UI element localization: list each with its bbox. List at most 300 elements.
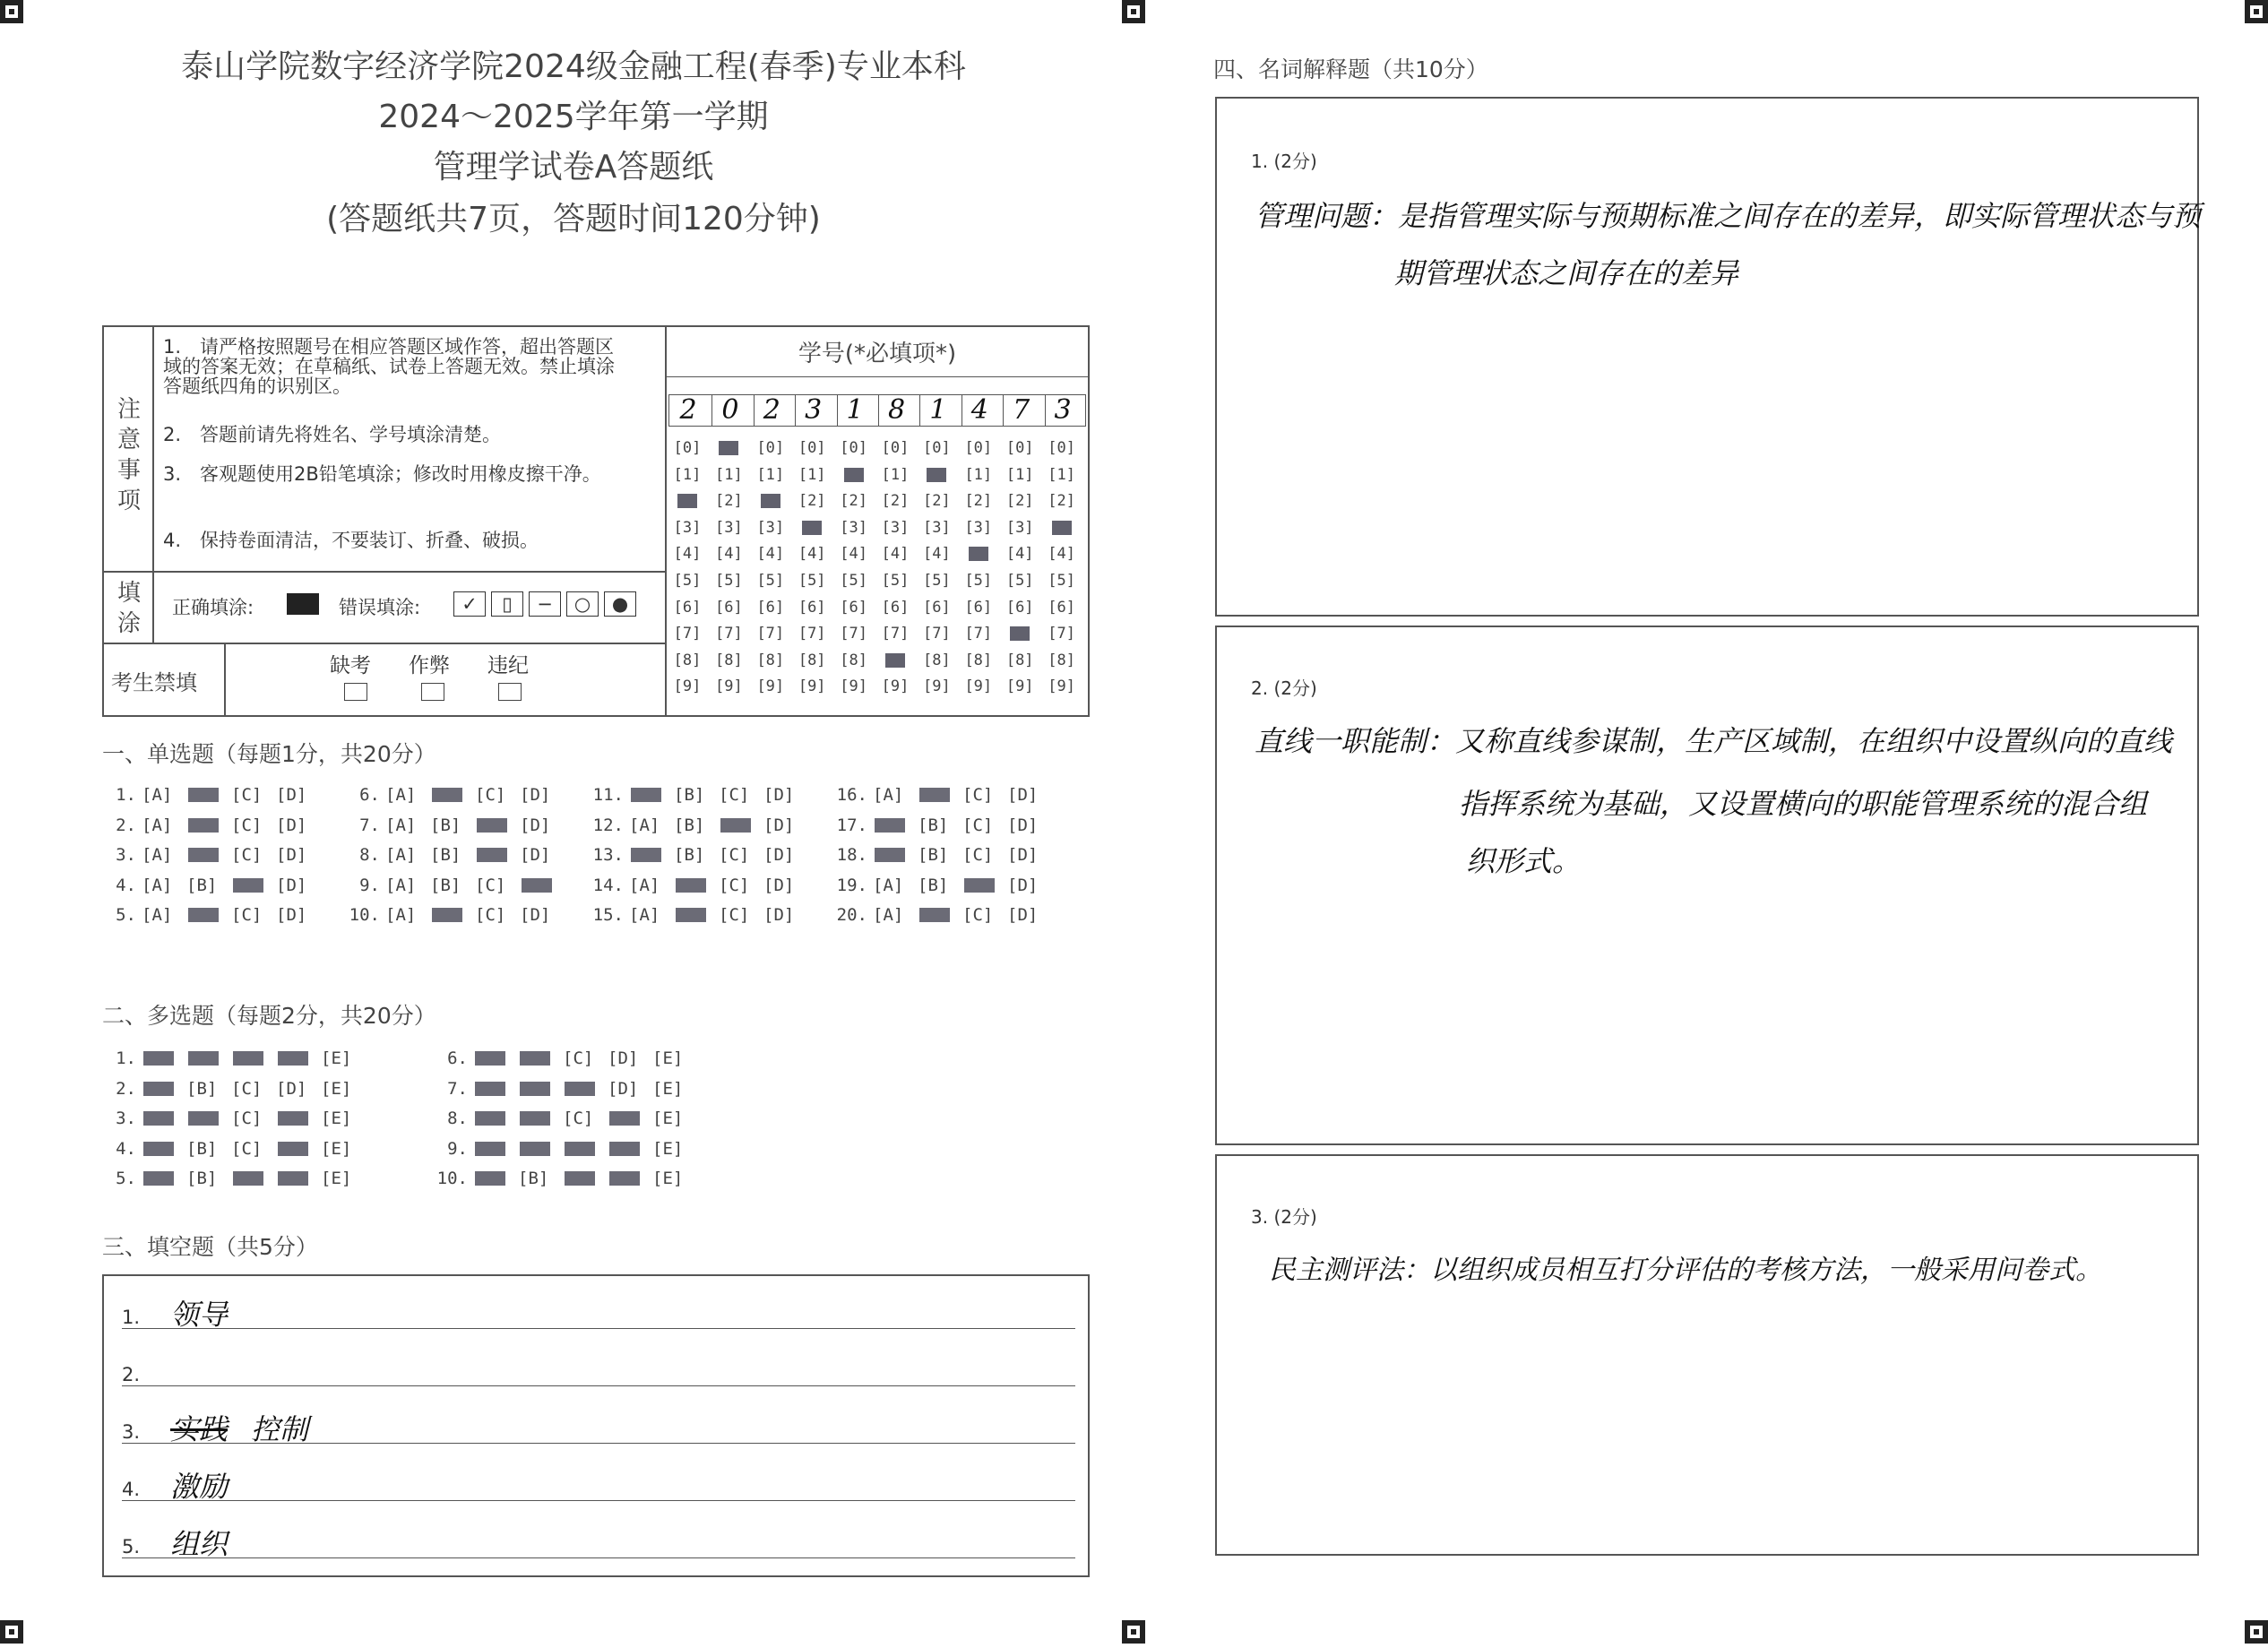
- answer-option[interactable]: [430, 785, 475, 805]
- answer-option[interactable]: [473, 1048, 518, 1068]
- answer-option[interactable]: [473, 1079, 518, 1099]
- student-id-bubble[interactable]: [9]: [673, 677, 702, 696]
- student-id-bubble[interactable]: [919, 466, 953, 484]
- notice-item-2: 2. 答题前请先将姓名、学号填涂清楚。: [163, 424, 502, 445]
- answer-option[interactable]: [D]: [763, 785, 795, 805]
- answer-option[interactable]: [D]: [520, 845, 551, 865]
- student-id-bubble[interactable]: [8]: [840, 651, 867, 669]
- single-choice-question: [104, 845, 321, 865]
- student-id-bubble[interactable]: [6]: [756, 598, 785, 617]
- answer-option[interactable]: [A]: [142, 845, 173, 865]
- student-id-bubble[interactable]: [0]: [881, 439, 910, 457]
- student-id-bubble[interactable]: [8]: [1005, 651, 1034, 669]
- student-id-bubble[interactable]: [4]: [1048, 545, 1075, 564]
- answer-option[interactable]: [563, 1079, 608, 1099]
- answer-option[interactable]: [D]: [1007, 845, 1039, 865]
- answer-option[interactable]: [B]: [518, 1169, 549, 1188]
- answer-option[interactable]: [A]: [385, 785, 417, 805]
- student-id-bubble[interactable]: [4]: [798, 545, 826, 564]
- answer-option[interactable]: [231, 1048, 276, 1068]
- corner-mark-bottom-left: [0, 1620, 23, 1644]
- student-id-bubble[interactable]: [9]: [840, 677, 867, 696]
- answer-option[interactable]: [518, 1048, 563, 1068]
- answer-option[interactable]: [520, 876, 565, 895]
- answer-option[interactable]: [A]: [385, 815, 417, 835]
- answer-option[interactable]: [608, 1109, 652, 1128]
- answer-3-line1: 民主测评法：以组织成员相互打分评估的考核方法，一般采用问卷式。: [1269, 1255, 2102, 1286]
- multi-choice-question: [104, 1048, 366, 1068]
- absent-label: 缺考: [330, 654, 371, 677]
- student-id-bubble[interactable]: [8]: [673, 651, 702, 669]
- student-id-bubble[interactable]: [1003, 625, 1037, 643]
- student-id-bubble[interactable]: [5]: [798, 572, 826, 590]
- answer-option[interactable]: [608, 1169, 652, 1188]
- answer-option[interactable]: [B]: [674, 785, 705, 805]
- question-number: 2.: [116, 815, 136, 835]
- answer-option[interactable]: [186, 815, 231, 835]
- student-id-bubble[interactable]: [3]: [840, 518, 867, 537]
- answer-option[interactable]: [E]: [321, 1078, 352, 1099]
- answer-2-line1: 直线一职能制：又称直线参谋制，生产区域制，在组织中设置纵向的直线: [1255, 724, 2173, 758]
- answer-option[interactable]: [D]: [520, 905, 551, 925]
- answer-option[interactable]: [B]: [186, 1078, 218, 1099]
- question-number: 1.: [116, 785, 136, 805]
- student-id-bubble[interactable]: [2]: [964, 492, 993, 511]
- student-id-bubble[interactable]: [878, 651, 912, 669]
- student-id-bubble[interactable]: [2]: [798, 492, 826, 511]
- answer-option[interactable]: [E]: [652, 1078, 684, 1099]
- student-id-bubble[interactable]: [9]: [923, 677, 951, 696]
- answer-option[interactable]: [A]: [142, 785, 173, 805]
- question-number: 9.: [359, 875, 380, 895]
- answer-option[interactable]: [D]: [763, 875, 795, 895]
- answer-option[interactable]: [A]: [873, 875, 904, 895]
- answer-option[interactable]: [E]: [652, 1048, 684, 1068]
- multi-choice-question: [104, 1169, 366, 1188]
- student-id-bubble[interactable]: [8]: [923, 651, 951, 669]
- answer-option[interactable]: [A]: [873, 905, 904, 925]
- answer-option[interactable]: [563, 1169, 608, 1188]
- answer-option[interactable]: [D]: [1007, 815, 1039, 835]
- answer-option[interactable]: [C]: [231, 1078, 263, 1099]
- student-id-bubble[interactable]: [5]: [715, 572, 743, 590]
- answer-option[interactable]: [E]: [321, 1169, 352, 1188]
- student-id-bubble[interactable]: [7]: [923, 625, 951, 643]
- answer-option[interactable]: [629, 785, 674, 805]
- student-id-label: 学号(*必填项*): [798, 341, 957, 367]
- student-id-bubble[interactable]: [5]: [1005, 572, 1034, 590]
- student-id-bubble[interactable]: [9]: [798, 677, 826, 696]
- answer-option[interactable]: [C]: [962, 815, 994, 835]
- answer-option[interactable]: [142, 1079, 186, 1099]
- student-id-bubble[interactable]: [8]: [715, 651, 743, 669]
- blank-line[interactable]: [122, 1500, 1075, 1501]
- student-id-bubble[interactable]: [6]: [715, 598, 743, 617]
- answer-option[interactable]: [475, 815, 520, 835]
- student-id-bubble[interactable]: [8]: [798, 651, 826, 669]
- answer-box-1[interactable]: [1215, 97, 2202, 617]
- single-choice-question: [835, 876, 1052, 895]
- student-id-bubble[interactable]: [1]: [715, 465, 743, 484]
- student-id-bubble[interactable]: [1]: [798, 465, 826, 484]
- student-id-bubble[interactable]: [1]: [1005, 465, 1034, 484]
- answer-option[interactable]: [C]: [962, 785, 994, 805]
- violation-label: 违纪: [487, 654, 529, 677]
- cheat-checkbox[interactable]: [421, 683, 444, 701]
- student-id-bubble[interactable]: [9]: [715, 677, 743, 696]
- corner-mark-top-left: [0, 0, 23, 23]
- answer-option[interactable]: [C]: [231, 785, 263, 805]
- student-id-digit: 8: [878, 394, 914, 427]
- student-id-bubble[interactable]: [5]: [1048, 572, 1075, 590]
- student-id-bubble[interactable]: [1]: [673, 465, 702, 484]
- answer-option[interactable]: [E]: [321, 1138, 352, 1159]
- answer-option[interactable]: [B]: [430, 875, 461, 895]
- answer-option[interactable]: [C]: [231, 815, 263, 835]
- answer-option[interactable]: [D]: [276, 815, 307, 835]
- blank-number: 5.: [122, 1536, 141, 1557]
- student-id-bubble[interactable]: [0]: [964, 439, 993, 457]
- blank-struck-answer: 实践: [170, 1412, 229, 1446]
- answer-option[interactable]: [918, 785, 962, 805]
- student-id-bubble[interactable]: [0]: [673, 439, 702, 457]
- answer-option[interactable]: [276, 1109, 321, 1128]
- student-id-bubble[interactable]: [4]: [715, 545, 743, 564]
- question-number: 20.: [836, 905, 867, 925]
- student-id-bubble[interactable]: [3]: [881, 518, 910, 537]
- question-number: 14.: [592, 875, 624, 895]
- single-choice-question: [348, 785, 565, 805]
- answer-option[interactable]: [A]: [629, 875, 660, 895]
- student-id-bubble[interactable]: [0]: [756, 439, 785, 457]
- answer-option[interactable]: [473, 1169, 518, 1188]
- answer-option[interactable]: [D]: [276, 1078, 307, 1099]
- question-number: 12.: [592, 815, 624, 835]
- answer-option[interactable]: [C]: [563, 1109, 594, 1128]
- student-id-bubble[interactable]: [1]: [1048, 465, 1075, 484]
- student-id-bubble[interactable]: [8]: [964, 651, 993, 669]
- answer-option[interactable]: [608, 1139, 652, 1159]
- answer-option[interactable]: [563, 1139, 608, 1159]
- student-id-bubble[interactable]: [2]: [840, 492, 867, 511]
- answer-option[interactable]: [518, 1079, 563, 1099]
- answer-option[interactable]: [C]: [962, 905, 994, 925]
- answer-option[interactable]: [186, 1109, 231, 1128]
- student-id-bubble[interactable]: [4]: [881, 545, 910, 564]
- corner-mark-top-right: [2245, 0, 2268, 23]
- question-number: 3.: [116, 845, 136, 865]
- answer-option[interactable]: [B]: [186, 1169, 218, 1188]
- question-number: 17.: [836, 815, 867, 835]
- student-id-bubble[interactable]: [1]: [881, 465, 910, 484]
- answer-option[interactable]: [475, 845, 520, 865]
- student-id-bubble[interactable]: [7]: [715, 625, 743, 643]
- answer-option[interactable]: [962, 876, 1007, 895]
- answer-option[interactable]: [276, 1048, 321, 1068]
- student-id-bubble[interactable]: [837, 466, 871, 484]
- student-id-bubble[interactable]: [5]: [673, 572, 702, 590]
- student-id-bubble[interactable]: [9]: [1005, 677, 1034, 696]
- student-id-bubble[interactable]: [795, 519, 829, 537]
- answer-option[interactable]: [D]: [520, 815, 551, 835]
- question-number: 9.: [447, 1138, 468, 1159]
- answer-option[interactable]: [E]: [321, 1048, 352, 1068]
- wrong-fill-sample-4: ○: [566, 591, 599, 617]
- question-number: 11.: [592, 785, 624, 805]
- answer-option[interactable]: [D]: [1007, 905, 1039, 925]
- question-number: 7.: [359, 815, 380, 835]
- student-id-bubble[interactable]: [9]: [1048, 677, 1075, 696]
- student-id-digit: 3: [1045, 394, 1081, 427]
- single-choice-question: [835, 845, 1052, 865]
- answer-option[interactable]: [A]: [385, 875, 417, 895]
- student-id-bubble[interactable]: [5]: [756, 572, 785, 590]
- answer-option[interactable]: [142, 1109, 186, 1128]
- answer-option[interactable]: [A]: [142, 875, 173, 895]
- blank-number: 2.: [122, 1364, 141, 1385]
- student-id-bubble[interactable]: [2]: [715, 492, 743, 511]
- student-id-bubble[interactable]: [6]: [673, 598, 702, 617]
- student-id-bubble[interactable]: [670, 492, 704, 510]
- blank-line[interactable]: [122, 1557, 1075, 1558]
- student-id-bubble[interactable]: [9]: [756, 677, 785, 696]
- student-id-bubble[interactable]: [711, 439, 746, 457]
- student-id-bubble[interactable]: [3]: [756, 518, 785, 537]
- answer-option[interactable]: [D]: [276, 875, 307, 895]
- answer-option[interactable]: [674, 905, 719, 925]
- exam-title-line4: (答题纸共7页，答题时间120分钟): [326, 201, 821, 237]
- single-choice-question: [835, 815, 1052, 835]
- student-id-bubble[interactable]: [1]: [756, 465, 785, 484]
- answer-option[interactable]: [719, 815, 763, 835]
- student-id-bubble[interactable]: [9]: [881, 677, 910, 696]
- single-choice-question: [348, 876, 565, 895]
- notice-item-1: 1. 请严格按照题号在相应答题区域作答，超出答题区域的答案无效；在草稿纸、试卷上答题无效。禁止填涂答题纸四角的识别区。: [163, 336, 615, 397]
- answer-option[interactable]: [473, 1139, 518, 1159]
- question-number: 5.: [116, 905, 136, 925]
- answer-option[interactable]: [B]: [186, 1138, 218, 1159]
- student-id-bubble[interactable]: [2]: [923, 492, 951, 511]
- answer-option[interactable]: [C]: [231, 1138, 263, 1159]
- answer-option[interactable]: [D]: [520, 785, 551, 805]
- student-id-digit: 1: [837, 394, 873, 427]
- answer-option[interactable]: [186, 845, 231, 865]
- answer-option[interactable]: [674, 876, 719, 895]
- answer-option[interactable]: [473, 1109, 518, 1128]
- answer-option[interactable]: [D]: [763, 905, 795, 925]
- answer-option[interactable]: [276, 1169, 321, 1188]
- multi-choice-question: [435, 1079, 697, 1099]
- corner-mark-bottom-center: [1122, 1620, 1145, 1644]
- answer-option[interactable]: [A]: [142, 815, 173, 835]
- student-id-bubble[interactable]: [8]: [1048, 651, 1075, 669]
- single-choice-question: [835, 905, 1052, 925]
- blank-answer: 组织: [170, 1527, 229, 1561]
- student-id-bubble[interactable]: [5]: [840, 572, 867, 590]
- answer-option[interactable]: [231, 1169, 276, 1188]
- answer-option[interactable]: [C]: [719, 845, 750, 865]
- student-id-bubble[interactable]: [3]: [673, 518, 702, 537]
- answer-option[interactable]: [D]: [276, 785, 307, 805]
- student-id-bubble[interactable]: [6]: [964, 598, 993, 617]
- student-id-bubble[interactable]: [6]: [1005, 598, 1034, 617]
- answer-option[interactable]: [231, 876, 276, 895]
- multi-choice-question: [104, 1109, 366, 1128]
- student-id-bubble[interactable]: [7]: [673, 625, 702, 643]
- answer-option[interactable]: [C]: [231, 845, 263, 865]
- student-id-bubble[interactable]: [6]: [840, 598, 867, 617]
- student-id-bubble[interactable]: [6]: [923, 598, 951, 617]
- answer-option[interactable]: [D]: [608, 1048, 639, 1068]
- answer-option[interactable]: [C]: [563, 1048, 594, 1068]
- answer-option[interactable]: [B]: [430, 815, 461, 835]
- student-id-bubble[interactable]: [3]: [1005, 518, 1034, 537]
- answer-option[interactable]: [C]: [475, 905, 506, 925]
- answer-option[interactable]: [142, 1139, 186, 1159]
- student-id-bubble[interactable]: [7]: [964, 625, 993, 643]
- answer-option[interactable]: [B]: [918, 815, 949, 835]
- multi-choice-title: 二、多选题（每题2分，共20分）: [102, 1003, 436, 1029]
- answer-option[interactable]: [E]: [652, 1109, 684, 1128]
- student-id-bubble[interactable]: [0]: [1005, 439, 1034, 457]
- student-id-bubble[interactable]: [3]: [923, 518, 951, 537]
- blank-number: 4.: [122, 1479, 141, 1500]
- answer-option[interactable]: [D]: [608, 1078, 639, 1099]
- student-id-bubble[interactable]: [5]: [881, 572, 910, 590]
- question-number: 13.: [592, 845, 624, 865]
- blank-line[interactable]: [122, 1328, 1075, 1329]
- student-id-bubble[interactable]: [7]: [756, 625, 785, 643]
- answer-option[interactable]: [430, 905, 475, 925]
- answer-option[interactable]: [D]: [763, 815, 795, 835]
- single-choice-question: [104, 815, 321, 835]
- student-id-bubble[interactable]: [0]: [923, 439, 951, 457]
- answer-option[interactable]: [873, 845, 918, 865]
- answer-option[interactable]: [B]: [674, 815, 705, 835]
- answer-option[interactable]: [A]: [629, 815, 660, 835]
- answer-option[interactable]: [E]: [652, 1138, 684, 1159]
- student-id-bubble[interactable]: [3]: [715, 518, 743, 537]
- student-id-bubble[interactable]: [2]: [1005, 492, 1034, 511]
- question-number: 18.: [836, 845, 867, 865]
- answer-option[interactable]: [D]: [763, 845, 795, 865]
- answer-option[interactable]: [518, 1109, 563, 1128]
- answer-option[interactable]: [A]: [142, 905, 173, 925]
- student-id-bubble[interactable]: [0]: [798, 439, 826, 457]
- student-id-bubble[interactable]: [962, 545, 996, 563]
- answer-option[interactable]: [B]: [186, 875, 218, 895]
- notice-label: 注意事项: [116, 396, 141, 514]
- forbidden-label: 考生禁填: [111, 670, 197, 695]
- student-id-bubble[interactable]: [5]: [964, 572, 993, 590]
- question-number: 7.: [447, 1078, 468, 1099]
- student-id-bubble[interactable]: [4]: [840, 545, 867, 564]
- answer-option[interactable]: [918, 905, 962, 925]
- student-id-bubble[interactable]: [3]: [964, 518, 993, 537]
- student-id-bubble[interactable]: [7]: [881, 625, 910, 643]
- student-id-bubble[interactable]: [0]: [1048, 439, 1075, 457]
- student-id-bubble[interactable]: [5]: [923, 572, 951, 590]
- question-number: 16.: [836, 785, 867, 805]
- answer-option[interactable]: [C]: [719, 785, 750, 805]
- answer-option[interactable]: [B]: [430, 845, 461, 865]
- absent-checkbox[interactable]: [344, 683, 367, 701]
- student-id-digit: 0: [711, 394, 747, 427]
- answer-option[interactable]: [D]: [276, 845, 307, 865]
- answer-option[interactable]: [629, 845, 674, 865]
- answer-option[interactable]: [D]: [276, 905, 307, 925]
- answer-option[interactable]: [B]: [674, 845, 705, 865]
- student-id-bubble[interactable]: [6]: [1048, 598, 1075, 617]
- student-id-bubble[interactable]: [4]: [1005, 545, 1034, 564]
- answer-option[interactable]: [A]: [873, 785, 904, 805]
- answer-option[interactable]: [C]: [231, 1109, 263, 1128]
- answer-option[interactable]: [518, 1139, 563, 1159]
- answer-option[interactable]: [C]: [475, 785, 506, 805]
- answer-option[interactable]: [C]: [231, 905, 263, 925]
- answer-option[interactable]: [C]: [475, 875, 506, 895]
- answer-option[interactable]: [873, 815, 918, 835]
- violation-checkbox[interactable]: [498, 683, 522, 701]
- student-id-bubble[interactable]: [2]: [881, 492, 910, 511]
- single-choice-question: [348, 905, 565, 925]
- student-id-bubble[interactable]: [6]: [798, 598, 826, 617]
- student-id-bubble[interactable]: [2]: [1048, 492, 1075, 511]
- answer-option[interactable]: [C]: [719, 875, 750, 895]
- answer-option[interactable]: [A]: [385, 905, 417, 925]
- blank-number: 1.: [122, 1307, 141, 1328]
- single-choice-question: [348, 815, 565, 835]
- student-id-bubble[interactable]: [0]: [840, 439, 867, 457]
- divider: [102, 571, 665, 573]
- answer-option[interactable]: [C]: [962, 845, 994, 865]
- student-id-bubble[interactable]: [7]: [840, 625, 867, 643]
- student-id-bubble[interactable]: [7]: [798, 625, 826, 643]
- answer-option[interactable]: [186, 1048, 231, 1068]
- answer-option[interactable]: [276, 1139, 321, 1159]
- answer-option[interactable]: [186, 785, 231, 805]
- student-id-bubble[interactable]: [6]: [881, 598, 910, 617]
- answer-option[interactable]: [B]: [918, 845, 949, 865]
- student-id-bubble[interactable]: [8]: [756, 651, 785, 669]
- question-2-number: 2. (2分): [1251, 677, 1317, 699]
- student-id-bubble[interactable]: [1]: [964, 465, 993, 484]
- answer-option[interactable]: [186, 905, 231, 925]
- answer-option[interactable]: [E]: [321, 1109, 352, 1128]
- student-id-bubble[interactable]: [4]: [756, 545, 785, 564]
- multi-choice-question: [435, 1139, 697, 1159]
- blank-line[interactable]: [122, 1385, 1075, 1386]
- student-id-bubble[interactable]: [4]: [673, 545, 702, 564]
- answer-option[interactable]: [142, 1169, 186, 1188]
- answer-option[interactable]: [E]: [652, 1169, 684, 1188]
- student-id-bubble[interactable]: [7]: [1048, 625, 1075, 643]
- answer-option[interactable]: [D]: [1007, 875, 1039, 895]
- answer-option[interactable]: [D]: [1007, 785, 1039, 805]
- question-number: 6.: [359, 785, 380, 805]
- answer-option[interactable]: [A]: [385, 845, 417, 865]
- answer-box-3[interactable]: [1215, 1154, 2199, 1556]
- answer-option[interactable]: [C]: [719, 905, 750, 925]
- answer-option[interactable]: [B]: [918, 875, 949, 895]
- student-id-bubble[interactable]: [9]: [964, 677, 993, 696]
- student-id-bubble[interactable]: [754, 492, 788, 510]
- answer-option[interactable]: [A]: [629, 905, 660, 925]
- student-id-bubble[interactable]: [1045, 519, 1079, 537]
- student-id-bubble[interactable]: [4]: [923, 545, 951, 564]
- answer-box-2[interactable]: [1215, 626, 2199, 1145]
- answer-option[interactable]: [142, 1048, 186, 1068]
